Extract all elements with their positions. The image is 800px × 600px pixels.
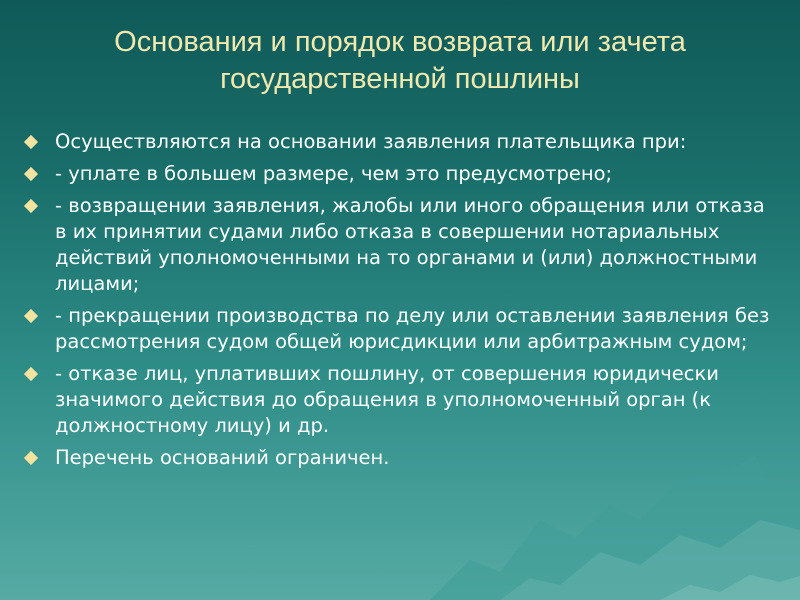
diamond-bullet-icon [24,167,38,181]
diamond-bullet-icon [24,309,38,323]
bullet-item [22,445,782,471]
bullet-item [22,129,782,155]
title-line-2: государственной пошлины [220,63,580,95]
bullet-text: - возвращении заявления, жалобы или иного обращения или отказа в их принятии судами либо отказа в совершении нотариальных действий уполномоченными на то органами и (или) должностными лицами; [55,194,765,295]
diamond-bullet-icon [24,367,38,381]
bullet-text: Осуществляются на основании заявления плательщика при: [55,130,687,153]
bullet-text: Перечень оснований ограничен. [55,446,390,469]
bullet-text: - уплате в большем размере, чем это предусмотрено; [55,162,613,185]
bullet-item [22,161,782,187]
bullet-text: - прекращении производства по делу или оставлении заявления без рассмотрения судом общей юрисдикции или арбитражным судом; [55,304,770,353]
diamond-bullet-icon [24,451,38,465]
bullet-item [22,361,782,439]
title-line-1: Основания и порядок возврата или зачета [114,26,686,58]
slide-title [40,24,760,98]
diamond-bullet-icon [24,135,38,149]
bullet-text: - отказе лиц, уплативших пошлину, от совершения юридически значимого действия до обращения в уполномоченный орган (к должностному лицу) и др. [55,362,719,437]
diamond-bullet-icon [24,199,38,213]
bullet-item [22,193,782,297]
bullet-list [22,129,782,477]
bullet-item [22,303,782,355]
